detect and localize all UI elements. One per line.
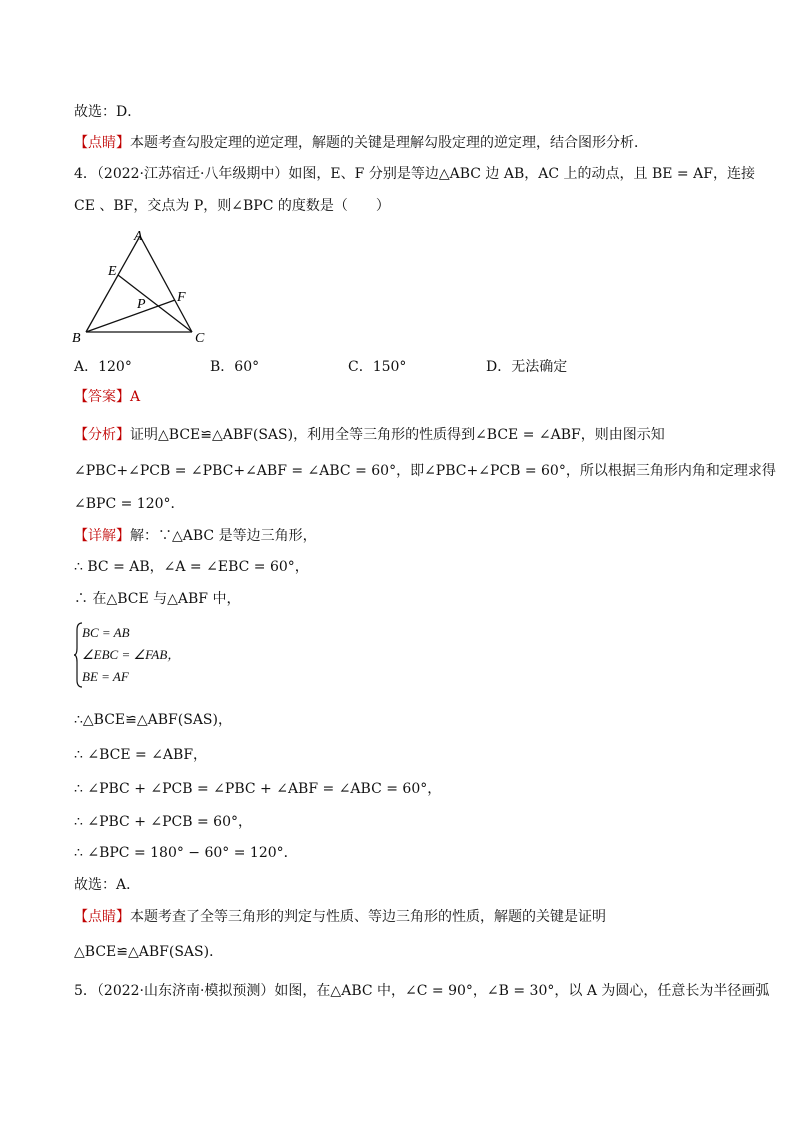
analysis-line-1: [74, 425, 665, 445]
comment-text: 本题考查勾股定理的逆定理，解题的关键是理解勾股定理的逆定理，结合图形分析．: [130, 135, 648, 151]
label-F: F: [177, 290, 186, 305]
comment2-line-2: △BCE≌△ABF(SAS)．: [74, 944, 224, 960]
prev-comment-line: [74, 133, 648, 153]
answer-value: A: [130, 389, 141, 405]
segment-AC: [140, 236, 192, 332]
segment-BF: [86, 300, 175, 332]
comment-tag: 【点睛】: [74, 135, 130, 151]
question-5-line: 5．（2022·山东济南·模拟预测）如图，在△ABC 中，∠C = 90°，∠B = 30°，以 A 为圆心，任意长为半径画弧: [74, 983, 770, 999]
detail-line-5: ∴ ∠BCE = ∠ABF，: [74, 747, 208, 763]
prev-answer-line: 故选：D．: [74, 104, 142, 120]
comment2-tag: 【点睛】: [74, 909, 130, 925]
label-A: A: [134, 229, 143, 244]
system-brace: [74, 622, 214, 688]
label-E: E: [108, 264, 117, 279]
detail-line-9: 故选：A．: [74, 877, 141, 893]
option-b[interactable]: B．60°: [210, 359, 260, 375]
detail-line-6: ∴ ∠PBC + ∠PCB = ∠PBC + ∠ABF = ∠ABC = 60°，: [74, 781, 442, 797]
analysis-line-2: ∠PBC+∠PCB = ∠PBC+∠ABF = ∠ABC = 60°，即∠PBC+∠PCB = 60°，所以根据三角形内角和定理求得: [74, 463, 776, 479]
question-4-line-2: CE 、BF，交点为 P，则∠BPC 的度数是（ ）: [74, 198, 390, 214]
brace-eq-3: BE = AF: [82, 669, 129, 684]
option-c[interactable]: C．150°: [348, 359, 407, 375]
analysis-tag: 【分析】: [74, 427, 130, 443]
option-d[interactable]: D．无法确定: [486, 359, 568, 375]
analysis-text-1: 证明△BCE≌△ABF(SAS)，利用全等三角形的性质得到∠BCE = ∠ABF，则由图示知: [130, 427, 665, 443]
answer-tag: 【答案】: [74, 389, 130, 405]
detail-line-3: ∴ 在△BCE 与△ABF 中，: [74, 591, 241, 607]
comment2-text: 本题考查了全等三角形的判定与性质、等边三角形的性质，解题的关键是证明: [130, 909, 606, 925]
label-C: C: [195, 331, 205, 346]
option-a[interactable]: A．120°: [74, 359, 132, 375]
label-B: B: [72, 331, 81, 346]
detail-text-1: 解：∵△ABC 是等边三角形，: [130, 528, 317, 544]
label-P: P: [137, 297, 146, 312]
detail-line-7: ∴ ∠PBC + ∠PCB = 60°，: [74, 814, 252, 830]
detail-line-8: ∴ ∠BPC = 180° − 60° = 120°．: [74, 845, 298, 861]
brace-eq-1: BC = AB: [82, 625, 130, 640]
brace-equations: [82, 622, 180, 688]
segment-AB: [86, 236, 140, 332]
answer-line: [74, 387, 140, 407]
brace-eq-2: ∠EBC = ∠FAB，: [82, 647, 181, 662]
comment2-line-1: [74, 907, 606, 927]
analysis-line-3: ∠BPC = 120°．: [74, 496, 185, 512]
triangle-figure: [70, 226, 220, 346]
detail-line-2: ∴ BC = AB，∠A = ∠EBC = 60°，: [74, 559, 309, 575]
detail-tag: 【详解】: [74, 528, 130, 544]
detail-line-4: ∴△BCE≌△ABF(SAS)，: [74, 712, 232, 728]
detail-line-1: [74, 526, 317, 546]
question-4-line-1: 4．（2022·江苏宿迁·八年级期中）如图，E、F 分别是等边△ABC 边 AB，AC 上的动点，且 BE = AF，连接: [74, 166, 755, 182]
